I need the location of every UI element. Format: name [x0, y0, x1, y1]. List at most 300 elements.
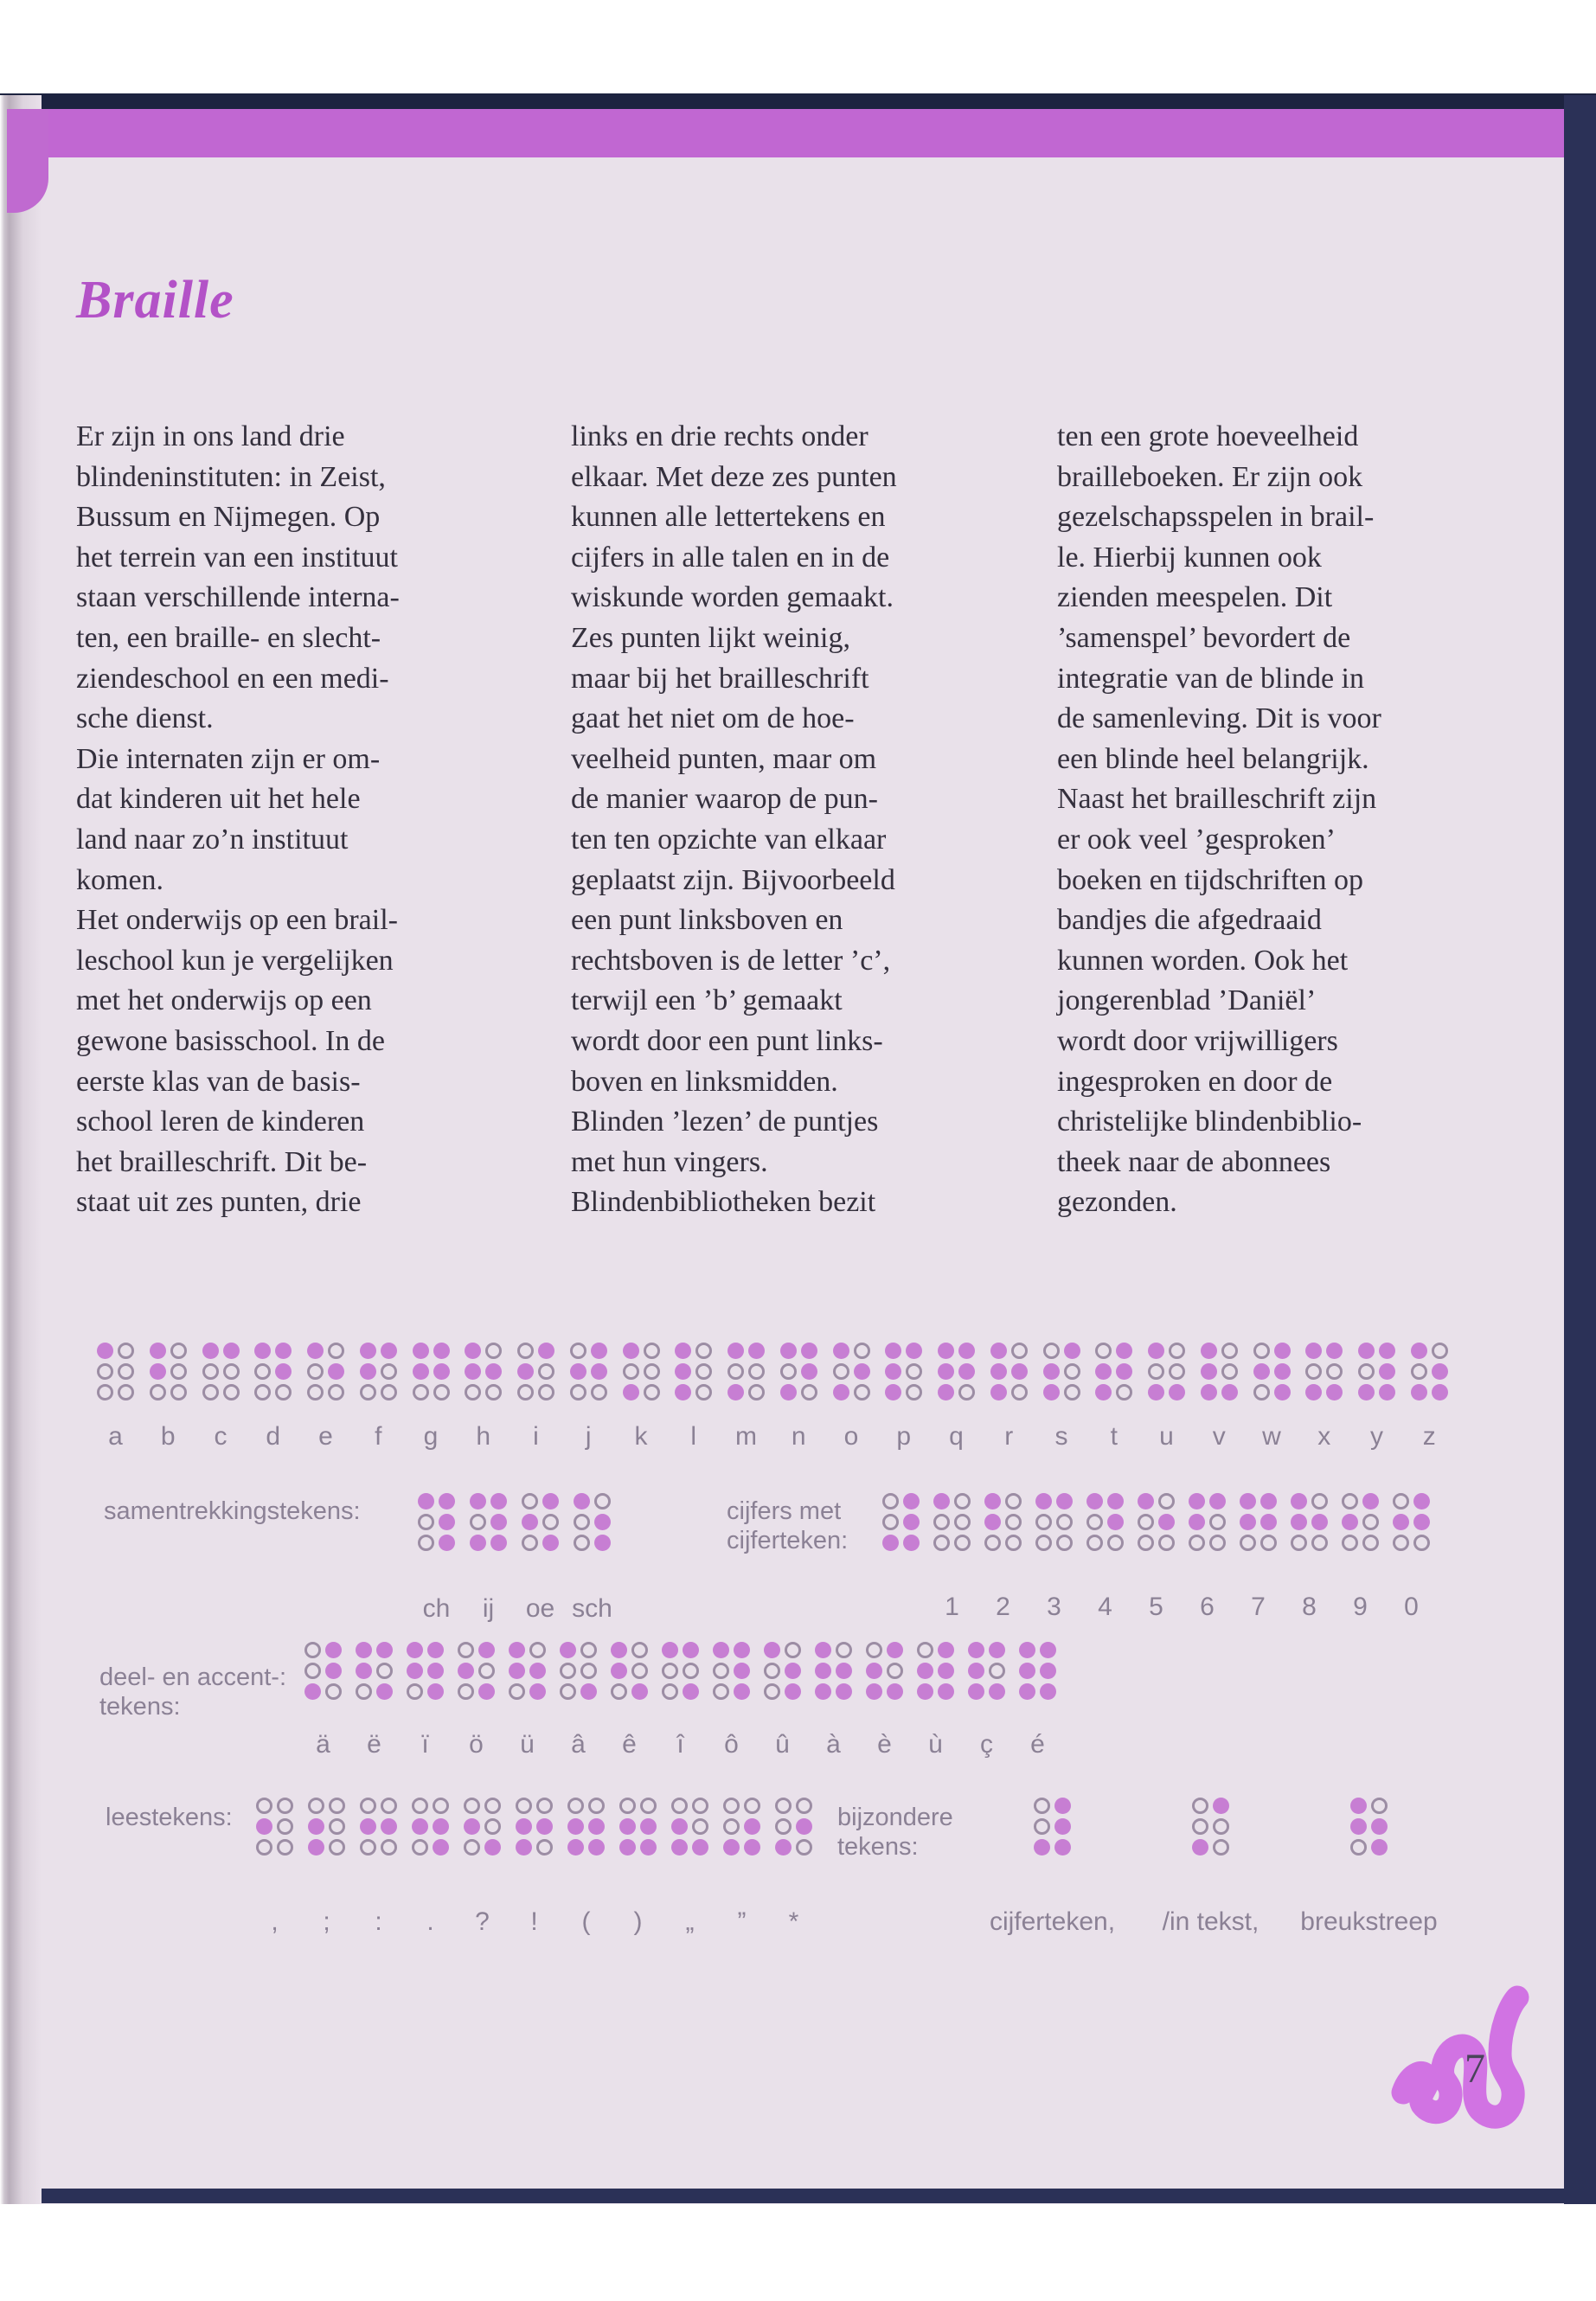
braille-dot-grid — [465, 1343, 502, 1400]
page-curl-left-purple — [7, 109, 48, 213]
braille-dot-filled — [1201, 1363, 1217, 1380]
text-line: boven en linksmidden. — [571, 1065, 838, 1098]
braille-dot-filled — [567, 1839, 584, 1856]
braille-dot-filled — [538, 1343, 554, 1359]
numbers-label — [727, 1497, 848, 1555]
braille-dot-open — [1260, 1535, 1277, 1551]
braille-dot-filled — [1411, 1384, 1427, 1400]
braille-dot-filled — [478, 1642, 495, 1658]
braille-cell — [780, 1343, 817, 1451]
braille-cell — [304, 1642, 342, 1759]
braille-dot-open — [329, 1798, 345, 1814]
braille-cell — [356, 1642, 393, 1759]
braille-dot-filled — [1413, 1493, 1430, 1509]
braille-cell — [984, 1493, 1022, 1621]
braille-dot-filled — [882, 1535, 899, 1551]
braille-dot-filled — [1350, 1818, 1367, 1835]
braille-dot-open — [202, 1363, 219, 1380]
braille-dot-filled — [464, 1818, 480, 1835]
braille-dot-open — [1148, 1363, 1164, 1380]
braille-dot-filled — [885, 1363, 901, 1380]
braille-dot-grid — [517, 1343, 554, 1400]
braille-dot-filled — [1116, 1343, 1132, 1359]
braille-cell — [989, 1798, 1116, 1936]
braille-dot-filled — [1019, 1683, 1035, 1700]
braille-cell-label: t — [1110, 1422, 1118, 1451]
braille-dot-filled — [1189, 1514, 1205, 1530]
braille-dot-open — [723, 1818, 740, 1835]
braille-dot-filled — [536, 1818, 553, 1835]
text-line: ten ten opzichte van elkaar — [571, 823, 887, 856]
braille-dot-filled — [1148, 1384, 1164, 1400]
braille-dot-open — [1011, 1343, 1028, 1359]
braille-dot-open — [356, 1683, 372, 1700]
braille-dot-open — [619, 1798, 636, 1814]
braille-dot-open — [118, 1384, 134, 1400]
braille-dot-open — [1035, 1514, 1052, 1530]
braille-dot-open — [1413, 1535, 1430, 1551]
braille-dot-grid — [723, 1798, 760, 1856]
braille-dot-filled — [887, 1642, 903, 1658]
braille-dot-filled — [968, 1683, 984, 1700]
braille-dot-open — [588, 1798, 605, 1814]
braille-dot-filled — [580, 1683, 597, 1700]
braille-dot-grid — [1095, 1343, 1132, 1400]
braille-cell — [866, 1642, 903, 1759]
braille-dot-grid — [675, 1343, 712, 1400]
braille-dot-open — [662, 1663, 678, 1679]
braille-dot-open — [1393, 1535, 1409, 1551]
braille-dot-filled — [413, 1363, 429, 1380]
braille-dot-open — [458, 1683, 474, 1700]
braille-cell — [256, 1798, 293, 1936]
braille-dot-grid — [619, 1798, 657, 1856]
braille-dot-filled — [522, 1514, 538, 1530]
braille-dot-filled — [1240, 1493, 1256, 1509]
braille-dot-filled — [490, 1514, 507, 1530]
braille-cell — [458, 1642, 495, 1759]
braille-dot-grid — [150, 1343, 187, 1400]
braille-dot-filled — [780, 1343, 797, 1359]
accents-label — [99, 1663, 286, 1721]
braille-dot-grid — [567, 1798, 605, 1856]
braille-dot-open — [478, 1663, 495, 1679]
braille-dot-filled — [407, 1663, 423, 1679]
braille-dot-open — [1432, 1343, 1448, 1359]
braille-cell-label: n — [791, 1422, 806, 1451]
braille-cell-label: â — [571, 1730, 586, 1759]
braille-dot-open — [833, 1363, 849, 1380]
braille-dot-open — [574, 1514, 590, 1530]
braille-dot-open — [1209, 1514, 1226, 1530]
braille-dot-open — [1005, 1535, 1022, 1551]
braille-cell-label: 2 — [996, 1593, 1010, 1621]
braille-cell — [418, 1493, 455, 1623]
braille-dot-open — [580, 1663, 597, 1679]
braille-dot-filled — [529, 1683, 546, 1700]
braille-dot-open — [1189, 1535, 1205, 1551]
braille-cell-label: w — [1262, 1422, 1281, 1451]
braille-dot-filled — [433, 1363, 450, 1380]
braille-cell — [1138, 1493, 1175, 1621]
braille-cell-label: ch — [422, 1594, 451, 1623]
braille-dot-filled — [275, 1343, 292, 1359]
braille-dot-filled — [815, 1663, 831, 1679]
braille-dot-open — [418, 1514, 434, 1530]
braille-dot-filled — [785, 1663, 801, 1679]
braille-dot-open — [1350, 1839, 1367, 1856]
braille-dot-open — [692, 1798, 708, 1814]
braille-dot-filled — [1371, 1818, 1388, 1835]
braille-dot-filled — [968, 1663, 984, 1679]
braille-dot-open — [1240, 1535, 1256, 1551]
braille-dot-open — [785, 1642, 801, 1658]
braille-cell-label: û — [775, 1730, 790, 1759]
text-line: theek naar de abonnees — [1057, 1145, 1331, 1178]
braille-cell-label: ? — [475, 1907, 490, 1936]
braille-dot-filled — [328, 1363, 344, 1380]
braille-dot-open — [1362, 1514, 1379, 1530]
braille-cell-label: ê — [622, 1730, 637, 1759]
braille-cell-label: é — [1030, 1730, 1045, 1759]
braille-cell — [990, 1343, 1028, 1451]
braille-dot-open — [170, 1384, 187, 1400]
braille-dot-grid — [1043, 1343, 1080, 1400]
braille-cell-label: ij — [482, 1594, 495, 1623]
braille-dot-open — [1056, 1535, 1073, 1551]
braille-dot-open — [1034, 1818, 1050, 1835]
braille-dot-grid — [574, 1493, 611, 1551]
braille-dot-grid — [882, 1493, 920, 1551]
braille-dot-open — [485, 1384, 502, 1400]
braille-dot-grid — [885, 1343, 922, 1400]
braille-dot-filled — [619, 1818, 636, 1835]
braille-dot-open — [1158, 1493, 1175, 1509]
braille-dot-open — [744, 1798, 760, 1814]
braille-dot-filled — [439, 1514, 455, 1530]
braille-dot-open — [882, 1514, 899, 1530]
braille-dot-filled — [675, 1363, 691, 1380]
braille-dot-open — [407, 1683, 423, 1700]
braille-cell-label: : — [375, 1907, 382, 1936]
braille-dot-open — [328, 1343, 344, 1359]
braille-dot-filled — [1064, 1343, 1080, 1359]
braille-dot-open — [516, 1798, 532, 1814]
braille-dot-open — [464, 1798, 480, 1814]
braille-dot-filled — [1043, 1384, 1060, 1400]
braille-dot-open — [748, 1384, 765, 1400]
braille-cell — [833, 1343, 870, 1451]
braille-cell — [413, 1343, 450, 1451]
braille-cell — [713, 1642, 750, 1759]
braille-dot-open — [360, 1798, 376, 1814]
text-line: komen. — [76, 863, 164, 896]
braille-cell — [360, 1343, 397, 1451]
braille-dot-open — [538, 1363, 554, 1380]
braille-cell-label: b — [160, 1422, 176, 1451]
braille-dot-filled — [723, 1839, 740, 1856]
braille-dot-filled — [485, 1363, 502, 1380]
braille-dot-open — [118, 1363, 134, 1380]
braille-dot-open — [529, 1642, 546, 1658]
braille-cell-label: 6 — [1200, 1593, 1215, 1621]
braille-dot-filled — [325, 1663, 342, 1679]
braille-dot-filled — [1350, 1798, 1367, 1814]
braille-cell-label: 1 — [945, 1593, 959, 1621]
braille-cell-label: r — [1004, 1422, 1014, 1451]
braille-dot-grid — [764, 1642, 801, 1700]
braille-cell — [1035, 1493, 1073, 1621]
braille-cell-label: g — [423, 1422, 439, 1451]
text-line: het brailleschrift. Dit be- — [76, 1145, 368, 1178]
braille-dot-open — [470, 1514, 486, 1530]
braille-cell — [1342, 1493, 1379, 1621]
braille-cell-label: m — [735, 1422, 757, 1451]
braille-dot-open — [418, 1535, 434, 1551]
text-line: Blinden ’lezen’ de puntjes — [571, 1106, 879, 1138]
text-line: wordt door vrijwilligers — [1057, 1024, 1338, 1057]
braille-dot-grid — [464, 1798, 501, 1856]
braille-dot-open — [464, 1839, 480, 1856]
braille-dot-filled — [356, 1663, 372, 1679]
braille-cell-label: ( — [581, 1907, 591, 1936]
braille-dot-grid — [516, 1798, 553, 1856]
braille-dot-open — [984, 1535, 1001, 1551]
text-line: rechtsboven is de letter ’c’, — [571, 944, 891, 977]
braille-dot-filled — [906, 1343, 922, 1359]
braille-dot-filled — [490, 1535, 507, 1551]
braille-dot-open — [202, 1384, 219, 1400]
braille-dot-open — [570, 1343, 586, 1359]
braille-cell-label: cijferteken, — [989, 1907, 1116, 1936]
numbers-label-line2: cijferteken: — [727, 1527, 849, 1554]
braille-dot-filled — [478, 1683, 495, 1700]
braille-dot-filled — [591, 1343, 607, 1359]
braille-cell-label: f — [375, 1422, 382, 1451]
braille-dot-filled — [619, 1839, 636, 1856]
braille-dot-filled — [744, 1818, 760, 1835]
braille-dot-open — [644, 1343, 660, 1359]
braille-dot-filled — [275, 1363, 292, 1380]
braille-dot-grid — [938, 1343, 975, 1400]
braille-dot-filled — [490, 1493, 507, 1509]
braille-dot-filled — [801, 1343, 817, 1359]
text-line: links en drie rechts onder — [571, 420, 869, 452]
braille-cell-label: 8 — [1302, 1593, 1317, 1621]
braille-cell-label: z — [1422, 1422, 1436, 1451]
braille-cell — [516, 1798, 553, 1936]
braille-dot-filled — [903, 1514, 920, 1530]
braille-dot-filled — [990, 1343, 1007, 1359]
braille-dot-filled — [671, 1839, 688, 1856]
text-line: een blinde heel belangrijk. — [1057, 742, 1369, 775]
braille-cell — [1358, 1343, 1395, 1451]
braille-dot-open — [1011, 1384, 1028, 1400]
braille-dot-filled — [360, 1363, 376, 1380]
braille-dot-open — [631, 1663, 648, 1679]
braille-dot-filled — [833, 1343, 849, 1359]
braille-cell — [938, 1343, 975, 1451]
text-line: zienden meespelen. Dit — [1057, 581, 1333, 614]
braille-dot-filled — [623, 1384, 639, 1400]
braille-cell-label: /in tekst, — [1162, 1907, 1259, 1936]
special-label-line1: bijzondere — [837, 1804, 953, 1831]
braille-dot-filled — [990, 1384, 1007, 1400]
braille-dot-grid — [1035, 1493, 1073, 1551]
braille-dot-open — [307, 1384, 324, 1400]
top-edge-rule — [0, 93, 1596, 109]
braille-dot-filled — [458, 1663, 474, 1679]
braille-dot-open — [775, 1818, 792, 1835]
braille-dot-filled — [866, 1663, 882, 1679]
page-curl-left — [0, 95, 42, 2204]
text-line: ingesproken en door de — [1057, 1065, 1333, 1098]
braille-dot-open — [1086, 1535, 1103, 1551]
braille-dot-grid — [522, 1493, 559, 1551]
braille-dot-grid — [356, 1642, 393, 1700]
braille-dot-filled — [938, 1384, 954, 1400]
braille-dot-open — [277, 1839, 293, 1856]
braille-dot-filled — [1240, 1514, 1256, 1530]
braille-cell-label: oe — [525, 1594, 555, 1623]
text-line: gezelschapsspelen in brail- — [1057, 501, 1375, 534]
braille-dot-filled — [560, 1642, 576, 1658]
braille-dot-open — [458, 1642, 474, 1658]
braille-alphabet-row — [97, 1343, 1448, 1451]
text-line: gewone basisschool. In de — [76, 1024, 385, 1057]
braille-dot-grid — [1253, 1343, 1291, 1400]
braille-cell — [815, 1642, 852, 1759]
text-line: terwijl een ’b’ gemaakt — [571, 984, 843, 1017]
braille-dot-open — [381, 1384, 397, 1400]
braille-dot-filled — [958, 1343, 975, 1359]
braille-cell-label: e — [318, 1422, 333, 1451]
braille-cell-label: ï — [421, 1730, 429, 1759]
braille-dot-open — [1213, 1818, 1229, 1835]
braille-dot-open — [1362, 1535, 1379, 1551]
braille-dot-open — [485, 1343, 502, 1359]
braille-dot-open — [574, 1535, 590, 1551]
text-line: land naar zo’n instituut — [76, 823, 349, 856]
braille-dot-filled — [671, 1818, 688, 1835]
braille-dot-grid — [933, 1493, 971, 1551]
braille-dot-filled — [484, 1839, 501, 1856]
braille-dot-grid — [815, 1642, 852, 1700]
braille-dot-filled — [1043, 1363, 1060, 1380]
braille-dot-filled — [381, 1343, 397, 1359]
braille-dot-filled — [1158, 1514, 1175, 1530]
braille-dot-grid — [1192, 1798, 1229, 1856]
braille-dot-filled — [866, 1683, 882, 1700]
braille-cell — [1411, 1343, 1448, 1451]
text-column-3 — [1057, 417, 1498, 1223]
braille-cell — [623, 1343, 660, 1451]
braille-dot-filled — [356, 1642, 372, 1658]
braille-dot-filled — [1201, 1343, 1217, 1359]
braille-dot-filled — [984, 1514, 1001, 1530]
braille-dot-open — [1158, 1535, 1175, 1551]
braille-cell-label: h — [476, 1422, 491, 1451]
braille-cell — [470, 1493, 507, 1623]
braille-dot-open — [1305, 1363, 1322, 1380]
braille-special-row — [989, 1798, 1438, 1936]
braille-dot-open — [727, 1363, 744, 1380]
braille-dot-filled — [1095, 1384, 1112, 1400]
braille-dot-grid — [623, 1343, 660, 1400]
braille-dot-open — [1221, 1343, 1238, 1359]
braille-dot-open — [465, 1384, 481, 1400]
braille-cell — [97, 1343, 134, 1451]
braille-dot-open — [118, 1343, 134, 1359]
braille-dot-open — [328, 1384, 344, 1400]
braille-dot-open — [567, 1798, 584, 1814]
braille-cell-label: ç — [980, 1730, 993, 1759]
braille-dot-filled — [933, 1493, 950, 1509]
braille-dot-open — [623, 1363, 639, 1380]
braille-dot-open — [854, 1384, 870, 1400]
braille-dot-filled — [1040, 1642, 1056, 1658]
braille-dot-open — [723, 1798, 740, 1814]
braille-dot-filled — [836, 1663, 852, 1679]
braille-dot-grid — [470, 1493, 507, 1551]
text-line: staat uit zes punten, drie — [76, 1186, 362, 1219]
braille-dot-grid — [917, 1642, 954, 1700]
braille-cell — [522, 1493, 559, 1623]
braille-dot-filled — [1054, 1798, 1071, 1814]
braille-dot-filled — [307, 1343, 324, 1359]
braille-dot-open — [954, 1493, 971, 1509]
text-line: geplaatst zijn. Bijvoorbeeld — [571, 863, 895, 896]
braille-dot-filled — [764, 1642, 780, 1658]
braille-dot-grid — [1189, 1493, 1226, 1551]
braille-dot-grid — [1350, 1798, 1388, 1856]
braille-dot-filled — [594, 1535, 611, 1551]
braille-dot-filled — [815, 1683, 831, 1700]
braille-dot-open — [484, 1798, 501, 1814]
braille-dot-open — [329, 1818, 345, 1835]
braille-accents-row — [304, 1642, 1056, 1759]
braille-dot-open — [1192, 1798, 1208, 1814]
braille-dot-grid — [413, 1343, 450, 1400]
braille-dot-open — [277, 1818, 293, 1835]
braille-dot-grid — [1240, 1493, 1277, 1551]
braille-dot-filled — [1169, 1384, 1185, 1400]
braille-dot-filled — [611, 1663, 627, 1679]
braille-dot-open — [640, 1798, 657, 1814]
braille-dot-filled — [887, 1683, 903, 1700]
braille-dot-grid — [727, 1343, 765, 1400]
braille-dot-filled — [1148, 1343, 1164, 1359]
braille-dot-open — [1116, 1384, 1132, 1400]
text-line: maar bij het brailleschrift — [571, 662, 869, 695]
braille-dot-filled — [223, 1343, 240, 1359]
braille-dot-filled — [325, 1642, 342, 1658]
braille-dot-open — [412, 1839, 428, 1856]
braille-dot-grid — [202, 1343, 240, 1400]
text-line: elkaar. Met deze zes punten — [571, 460, 897, 493]
braille-dot-filled — [381, 1818, 397, 1835]
text-line: een punt linksboven en — [571, 904, 843, 937]
braille-dot-open — [801, 1384, 817, 1400]
braille-dot-open — [644, 1363, 660, 1380]
braille-cell — [671, 1798, 708, 1936]
braille-dot-open — [1056, 1514, 1073, 1530]
accents-label-line1: deel- en accent-: — [99, 1663, 287, 1691]
braille-dot-filled — [1274, 1343, 1291, 1359]
braille-cell — [572, 1493, 612, 1623]
text-line: ziendeschool en een medi- — [76, 662, 389, 695]
braille-dot-open — [1253, 1343, 1270, 1359]
